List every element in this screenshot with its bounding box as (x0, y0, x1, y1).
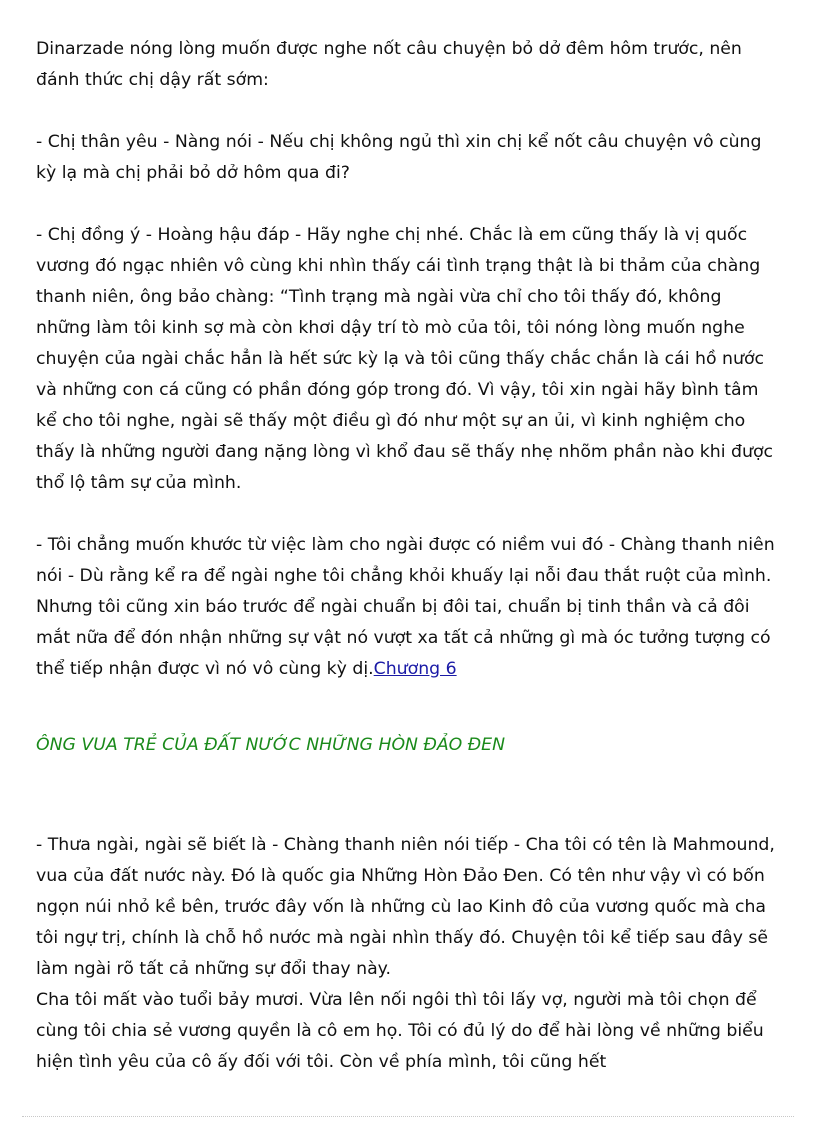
paragraph-6: Cha tôi mất vào tuổi bảy mươi. Vừa lên nối ngôi thì tôi lấy vợ, người mà tôi chọn để cùng tôi chia sẻ vương quyền là cô em họ. Tôi có đủ lý do để hài lòng về những biểu hiện tình yêu của cô ấy đối với tôi. Còn về phía mình, tôi cũng hết (36, 990, 764, 1072)
section-gap (36, 761, 776, 830)
document-page (36, 34, 776, 1078)
chapter-heading: ÔNG VUA TRẺ CỦA ĐẤT NƯỚC NHỮNG HÒN ĐẢO ĐEN (36, 735, 506, 755)
page-bottom-divider (22, 1116, 794, 1117)
paragraph-4 (36, 530, 776, 685)
paragraph-gap (36, 499, 776, 530)
paragraph-5: - Thưa ngài, ngài sẽ biết là - Chàng thanh niên nói tiếp - Cha tôi có tên là Mahmound, vua của đất nước này. Đó là quốc gia Những Hòn Đảo Đen. Có tên như vậy vì có bốn ngọn núi nhỏ kề bên, trước đây vốn là những cù lao Kinh đô của vương quốc mà cha tôi ngự trị, chính là chỗ hồ nước mà ngài nhìn thấy đó. Chuyện tôi kể tiếp sau đây sẽ làm ngài rõ tất cả những sự đổi thay này. (36, 835, 775, 979)
paragraph-3: - Chị đồng ý - Hoàng hậu đáp - Hãy nghe chị nhé. Chắc là em cũng thấy là vị quốc vương đó ngạc nhiên vô cùng khi nhìn thấy cái tình trạng thật là bi thảm của chàng thanh niên, ông bảo chàng: “Tình trạng mà ngài vừa chỉ cho tôi thấy đó, không những làm tôi kinh sợ mà còn khơi dậy trí tò mò của tôi, tôi nóng lòng muốn nghe chuyện của ngài chắc hẳn là hết sức kỳ lạ và tôi cũng thấy chắc chắn là cái hồ nước và những con cá cũng có phần đóng góp trong đó. Vì vậy, tôi xin ngài hãy bình tâm kể cho tôi nghe, ngài sẽ thấy một điều gì đó như một sự an ủi, vì kinh nghiệm cho thấy là những người đang nặng lòng vì khổ đau sẽ thấy nhẹ nhõm phần nào khi được thổ lộ tâm sự của mình. (36, 225, 774, 493)
paragraph-2: - Chị thân yêu - Nàng nói - Nếu chị không ngủ thì xin chị kể nốt câu chuyện vô cùng kỳ lạ mà chị phải bỏ dở hôm qua đi? (36, 132, 762, 183)
paragraph-gap (36, 189, 776, 220)
paragraph-gap (36, 96, 776, 127)
section-gap (36, 685, 776, 730)
paragraph-4-text: - Tôi chẳng muốn khước từ việc làm cho ngài được có niềm vui đó - Chàng thanh niên nói - Dù rằng kể ra để ngài nghe tôi chẳng khỏi khuấy lại nỗi đau thắt ruột của mình. Nhưng tôi cũng xin báo trước để ngài chuẩn bị đôi tai, chuẩn bị tinh thần và cả đôi mắt nữa để đón nhận những sự vật nó vượt xa tất cả những gì mà óc tưởng tượng có thể tiếp nhận được vì nó vô cùng kỳ dị. (36, 535, 775, 679)
paragraph-1: Dinarzade nóng lòng muốn được nghe nốt câu chuyện bỏ dở đêm hôm trước, nên đánh thức chị dậy rất sớm: (36, 39, 742, 90)
chapter-6-link[interactable]: Chương 6 (373, 659, 457, 679)
